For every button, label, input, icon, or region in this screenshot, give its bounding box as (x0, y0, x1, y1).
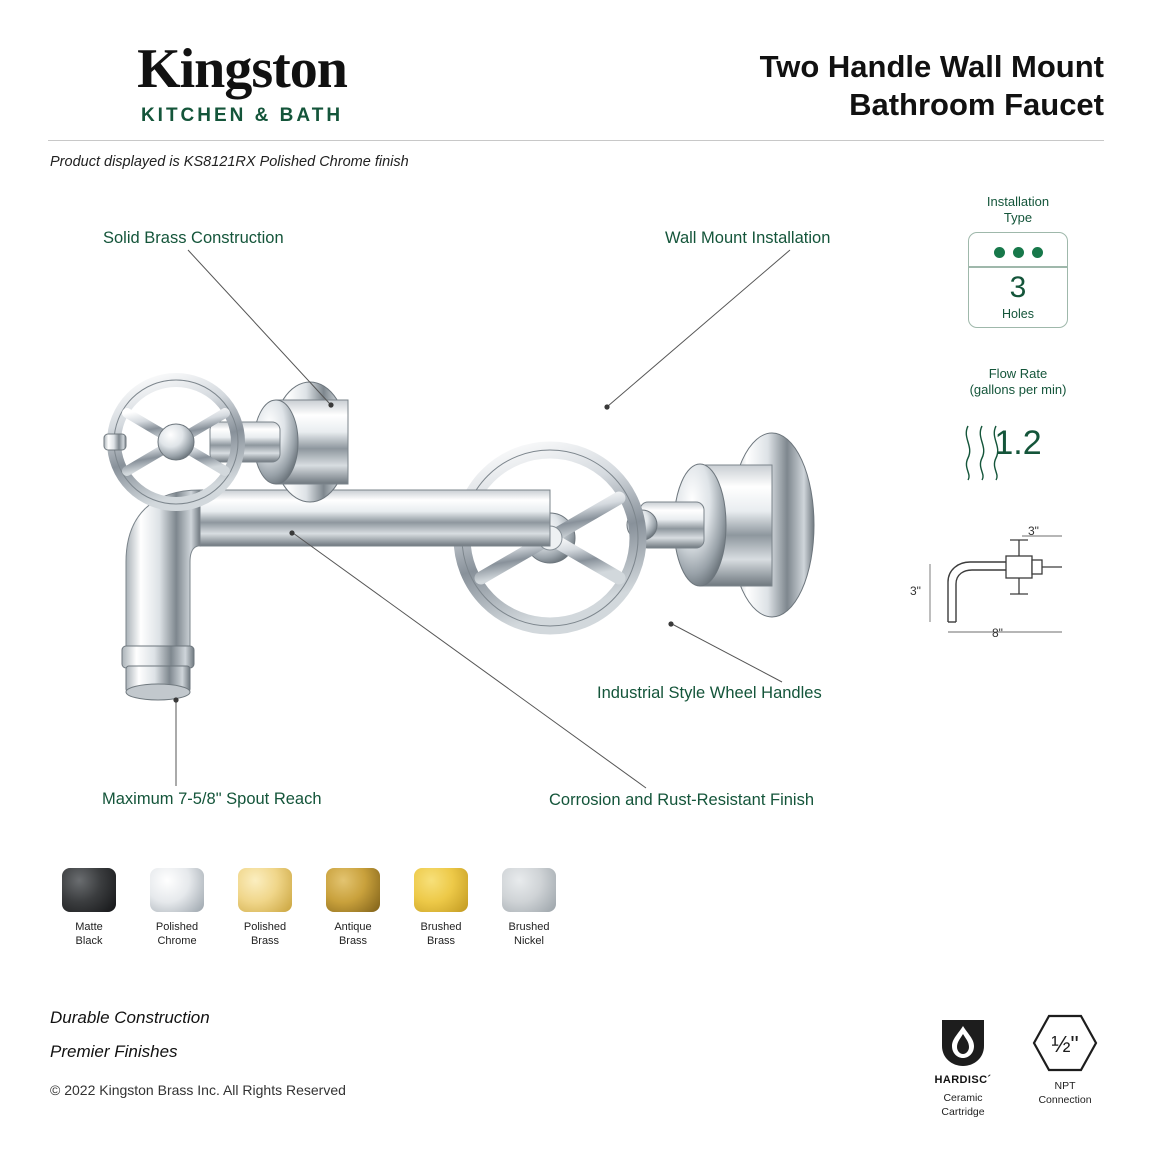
callout-corrosion-resistant: Corrosion and Rust-Resistant Finish (549, 791, 815, 809)
flow-rate-label-line1: Flow Rate (988, 366, 1048, 381)
installation-badge-divider (969, 266, 1067, 268)
finish-name (408, 921, 474, 949)
finish-name (144, 921, 210, 949)
hole-dot (1013, 247, 1024, 258)
finish-name (56, 921, 122, 949)
finish-chip[interactable] (414, 868, 468, 912)
finish-name-line2: Chrome (157, 934, 197, 947)
footer-badges (924, 1012, 1104, 1119)
npt-size-value: ½" (1051, 1031, 1079, 1057)
npt-caption (1026, 1080, 1104, 1107)
hardisc-icon (930, 1012, 996, 1074)
installation-hole-unit: Holes (1002, 307, 1034, 321)
npt-caption-line2: Connection (1038, 1093, 1092, 1106)
finish-name-line1: Polished (243, 921, 287, 933)
faucet-svg (80, 350, 880, 740)
flow-rate-label-line2: (gallons per min) (969, 382, 1067, 398)
installation-holes-dots (969, 245, 1067, 263)
finish-name-line1: Antique (334, 921, 372, 933)
page-title-line2: Bathroom Faucet (849, 86, 1104, 122)
callout-spout-reach: Maximum 7-5/8" Spout Reach (102, 790, 322, 808)
hole-dot (994, 247, 1005, 258)
dimension-top-label: 3" (1028, 524, 1039, 538)
finish-name-line2: Brass (250, 934, 280, 947)
finish-swatch[interactable] (408, 868, 474, 949)
callout-wheel-handles: Industrial Style Wheel Handles (597, 684, 822, 702)
callout-solid-brass: Solid Brass Construction (103, 229, 284, 247)
footer-tagline-1: Durable Construction (50, 1008, 210, 1027)
installation-type-label-line1: Installation (986, 194, 1050, 209)
hardisc-caption (924, 1092, 1002, 1119)
installation-type-label-line2: Type (1003, 210, 1033, 226)
callout-wall-mount: Wall Mount Installation (665, 229, 831, 247)
finish-name-line1: Matte (75, 921, 103, 933)
installation-hole-count: 3 (1009, 271, 1027, 304)
finish-chip[interactable] (150, 868, 204, 912)
finish-name-line1: Polished (155, 921, 199, 933)
finish-chip[interactable] (326, 868, 380, 912)
finish-swatch[interactable] (144, 868, 210, 949)
npt-badge (1026, 1012, 1104, 1107)
finish-chip[interactable] (502, 868, 556, 912)
hole-dot (1032, 247, 1043, 258)
hardisc-caption-line1: Ceramic (943, 1092, 983, 1104)
finish-name-line1: Brushed (508, 921, 550, 933)
dimension-left-label: 3" (910, 584, 921, 598)
hardisc-badge (924, 1012, 1002, 1119)
page-title-line1: Two Handle Wall Mount (759, 49, 1104, 84)
footer-tagline-2: Premier Finishes (50, 1042, 178, 1061)
finish-chip[interactable] (62, 868, 116, 912)
finish-name (232, 921, 298, 949)
brand-logo (52, 40, 432, 127)
hardisc-flame-icon (930, 1012, 996, 1074)
finish-swatch[interactable] (56, 868, 122, 949)
flow-rate-value: 1.2 (994, 424, 1042, 462)
finish-swatch-list (56, 868, 562, 949)
finish-name-line2: Brass (338, 934, 368, 947)
hardisc-wordmark: HARDISC´ (934, 1074, 992, 1086)
product-note: Product displayed is KS8121RX Polished Chrome finish (50, 154, 409, 170)
finish-chip[interactable] (238, 868, 292, 912)
finish-swatch[interactable] (320, 868, 386, 949)
dimension-bottom-label: 8" (992, 626, 1003, 640)
finish-name-line2: Brass (426, 934, 456, 947)
npt-caption-line1: NPT (1054, 1080, 1076, 1092)
finish-swatch[interactable] (496, 868, 562, 949)
finish-name-line1: Brushed (420, 921, 462, 933)
faucet-product-image (80, 350, 880, 740)
brand-name: Kingston (137, 38, 347, 100)
finish-name (496, 921, 562, 949)
page-title (544, 48, 1104, 124)
finish-name (320, 921, 386, 949)
hardisc-caption-line2: Cartridge (941, 1105, 985, 1118)
flow-rate-label (950, 366, 1086, 399)
npt-hex-icon (1032, 1012, 1098, 1074)
dimension-diagram (910, 524, 1082, 650)
copyright-text: © 2022 Kingston Brass Inc. All Rights Reserved (50, 1082, 346, 1098)
finish-name-line2: Nickel (514, 934, 544, 947)
finish-name-line2: Black (75, 934, 103, 947)
installation-type-label (960, 194, 1076, 227)
brand-subtitle: KITCHEN & BATH (140, 104, 344, 126)
installation-type-badge (968, 232, 1068, 328)
header-divider (48, 140, 1104, 141)
finish-swatch[interactable] (232, 868, 298, 949)
npt-hex-svg (1032, 1012, 1098, 1074)
